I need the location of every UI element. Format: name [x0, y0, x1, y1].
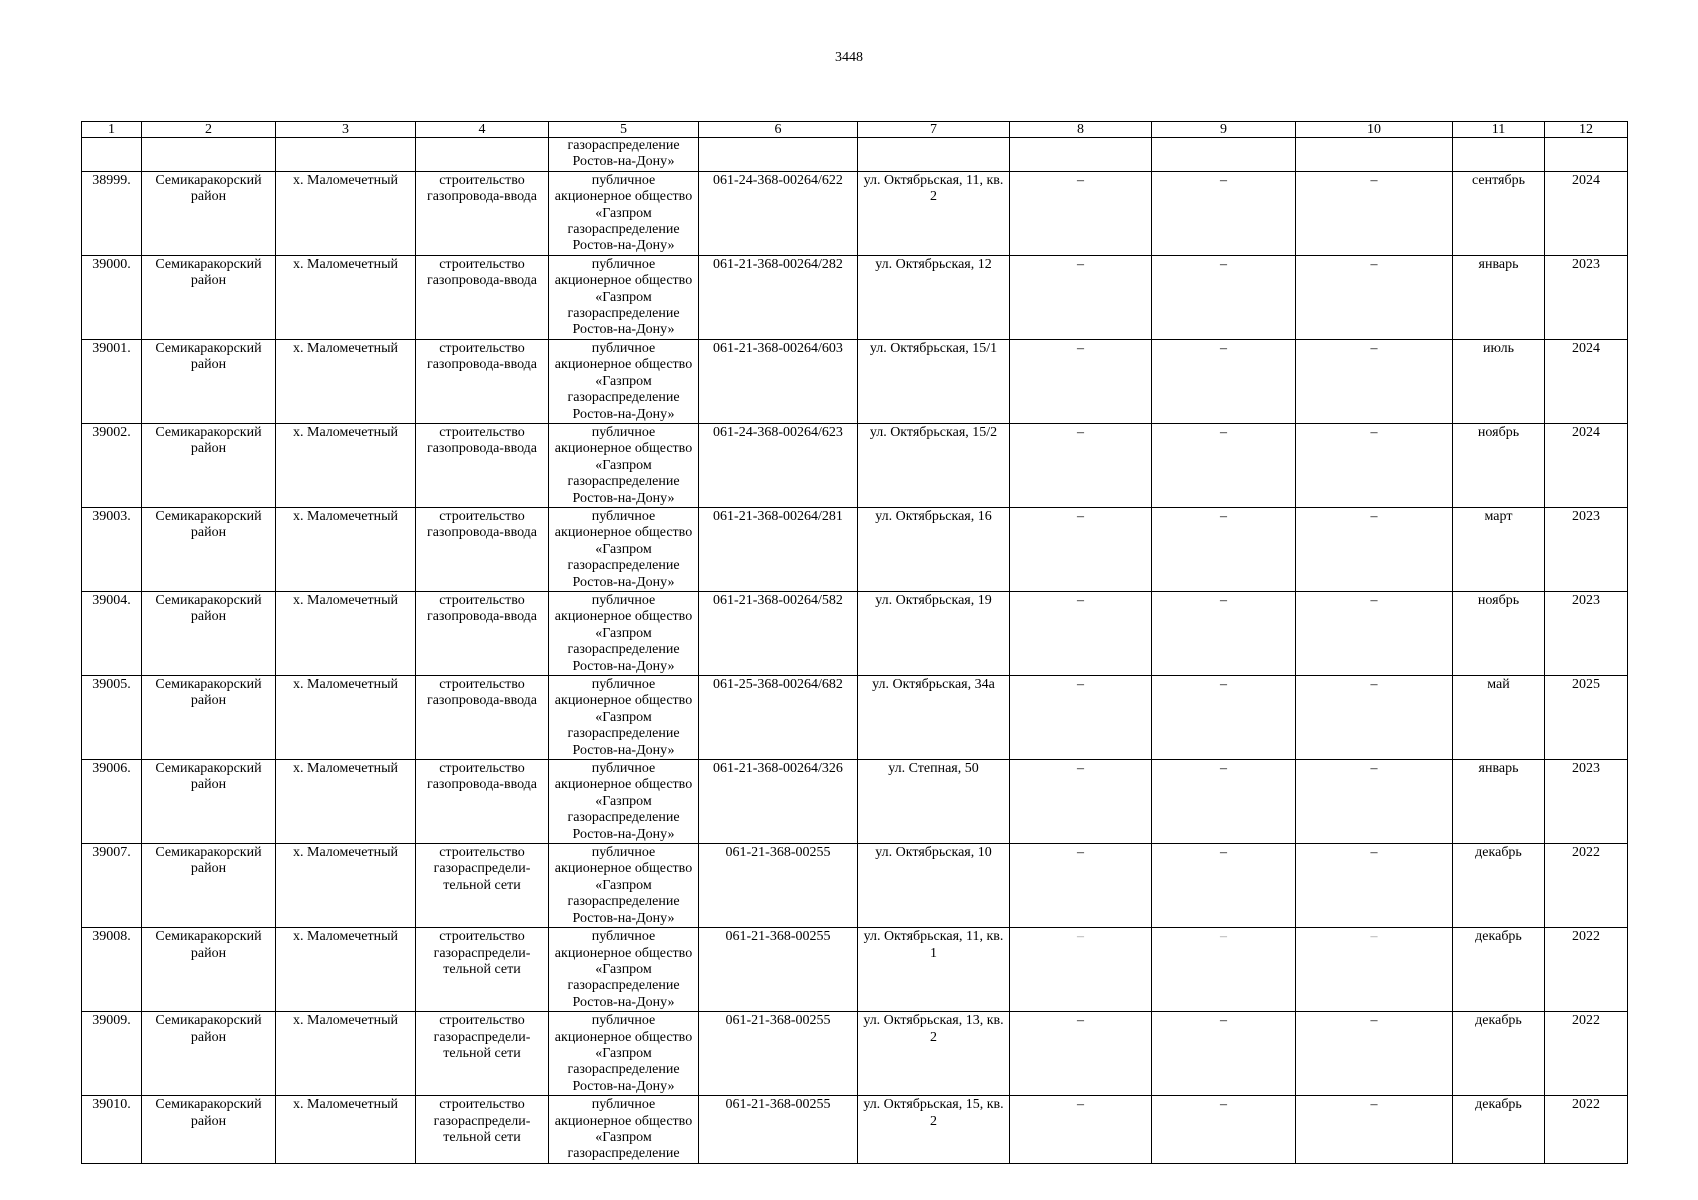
work-type-cell: строительство газопровода-ввода	[416, 339, 549, 423]
row-number-cell: 39000.	[82, 255, 142, 339]
col10-cell: –	[1296, 676, 1453, 760]
month-cell: ноябрь	[1453, 591, 1545, 675]
col8-cell: –	[1010, 339, 1152, 423]
settlement-cell: х. Маломечетный	[276, 423, 416, 507]
org-cell: газораспределение Ростов-на-Дону»	[549, 138, 699, 172]
month-cell: июль	[1453, 339, 1545, 423]
code-cell: 061-21-368-00255	[699, 844, 858, 928]
month-cell: январь	[1453, 760, 1545, 844]
district-cell: Семикаракорский район	[142, 1012, 276, 1096]
col9-cell: –	[1152, 255, 1296, 339]
work-type-cell: строительство газопровода-ввода	[416, 591, 549, 675]
table-row	[82, 507, 1628, 591]
col10-cell: –	[1296, 339, 1453, 423]
row-number-cell: 39004.	[82, 591, 142, 675]
row-number-cell: 39006.	[82, 760, 142, 844]
code-cell: 061-21-368-00264/282	[699, 255, 858, 339]
month-cell: март	[1453, 507, 1545, 591]
work-type-cell: строительство газопровода-ввода	[416, 760, 549, 844]
settlement-cell: х. Маломечетный	[276, 1096, 416, 1164]
district-cell: Семикаракорский район	[142, 928, 276, 1012]
row-number-cell: 39005.	[82, 676, 142, 760]
district-cell: Семикаракорский район	[142, 507, 276, 591]
row-number-cell: 38999.	[82, 171, 142, 255]
col9-cell: –	[1152, 1012, 1296, 1096]
district-cell: Семикаракорский район	[142, 676, 276, 760]
column-header: 2	[142, 122, 276, 138]
year-cell: 2023	[1545, 591, 1628, 675]
year-cell: 2025	[1545, 676, 1628, 760]
district-cell: Семикаракорский район	[142, 844, 276, 928]
col10-cell: –	[1296, 760, 1453, 844]
column-header: 12	[1545, 122, 1628, 138]
year-cell: 2024	[1545, 339, 1628, 423]
table-row	[82, 171, 1628, 255]
year-cell: 2022	[1545, 844, 1628, 928]
settlement-cell: х. Маломечетный	[276, 676, 416, 760]
col10-cell: –	[1296, 423, 1453, 507]
org-cell: публичное акционерное общество «Газпром газораспределение Ростов-на-Дону»	[549, 1012, 699, 1096]
address-cell: ул. Октябрьская, 15/1	[858, 339, 1010, 423]
address-cell: ул. Октябрьская, 16	[858, 507, 1010, 591]
district-cell: Семикаракорский район	[142, 423, 276, 507]
col8-cell: –	[1010, 507, 1152, 591]
table-row	[82, 591, 1628, 675]
work-type-cell: строительство газопровода-ввода	[416, 255, 549, 339]
row-number-cell: 39009.	[82, 1012, 142, 1096]
code-cell: 061-24-368-00264/622	[699, 171, 858, 255]
org-cell: публичное акционерное общество «Газпром газораспределение Ростов-на-Дону»	[549, 591, 699, 675]
work-type-cell: строительство газопровода-ввода	[416, 507, 549, 591]
col8-cell: –	[1010, 171, 1152, 255]
year-cell: 2023	[1545, 507, 1628, 591]
work-type-cell: строительство газораспредели-тельной сети	[416, 928, 549, 1012]
district-cell: Семикаракорский район	[142, 339, 276, 423]
work-type-cell: строительство газораспредели-тельной сети	[416, 1012, 549, 1096]
column-header: 10	[1296, 122, 1453, 138]
table-row	[82, 255, 1628, 339]
col9-cell: –	[1152, 676, 1296, 760]
month-cell: ноябрь	[1453, 423, 1545, 507]
col8-cell: –	[1010, 591, 1152, 675]
col9-cell: –	[1152, 339, 1296, 423]
row-number-cell: 39008.	[82, 928, 142, 1012]
col8-cell: –	[1010, 928, 1152, 1012]
col10-cell: –	[1296, 844, 1453, 928]
table-row	[82, 844, 1628, 928]
address-cell: ул. Октябрьская, 10	[858, 844, 1010, 928]
col8-cell: –	[1010, 1012, 1152, 1096]
col10-cell: –	[1296, 928, 1453, 1012]
code-cell: 061-21-368-00255	[699, 928, 858, 1012]
continuation-row	[82, 138, 1628, 172]
column-header: 7	[858, 122, 1010, 138]
address-cell: ул. Октябрьская, 34а	[858, 676, 1010, 760]
year-cell: 2023	[1545, 255, 1628, 339]
year-cell: 2024	[1545, 171, 1628, 255]
code-cell: 061-21-368-00255	[699, 1012, 858, 1096]
month-cell: декабрь	[1453, 928, 1545, 1012]
month-cell: декабрь	[1453, 844, 1545, 928]
code-cell: 061-24-368-00264/623	[699, 423, 858, 507]
address-cell: ул. Октябрьская, 11, кв. 1	[858, 928, 1010, 1012]
col9-cell: –	[1152, 423, 1296, 507]
year-cell: 2022	[1545, 1012, 1628, 1096]
col9-cell: –	[1152, 171, 1296, 255]
org-cell: публичное акционерное общество «Газпром газораспределение Ростов-на-Дону»	[549, 676, 699, 760]
col9-cell: –	[1152, 844, 1296, 928]
org-cell: публичное акционерное общество «Газпром газораспределение Ростов-на-Дону»	[549, 171, 699, 255]
district-cell: Семикаракорский район	[142, 171, 276, 255]
district-cell: Семикаракорский район	[142, 760, 276, 844]
col8-cell: –	[1010, 844, 1152, 928]
col8-cell: –	[1010, 423, 1152, 507]
header-row	[82, 122, 1628, 138]
col10-cell: –	[1296, 1012, 1453, 1096]
year-cell: 2022	[1545, 1096, 1628, 1164]
column-header: 6	[699, 122, 858, 138]
code-cell: 061-21-368-00264/281	[699, 507, 858, 591]
org-cell: публичное акционерное общество «Газпром газораспределение Ростов-на-Дону»	[549, 339, 699, 423]
col10-cell: –	[1296, 171, 1453, 255]
column-header: 8	[1010, 122, 1152, 138]
settlement-cell: х. Маломечетный	[276, 760, 416, 844]
col9-cell: –	[1152, 760, 1296, 844]
col8-cell: –	[1010, 1096, 1152, 1164]
address-cell: ул. Октябрьская, 15, кв. 2	[858, 1096, 1010, 1164]
org-cell: публичное акционерное общество «Газпром газораспределение Ростов-на-Дону»	[549, 423, 699, 507]
work-type-cell: строительство газопровода-ввода	[416, 423, 549, 507]
address-cell: ул. Октябрьская, 11, кв. 2	[858, 171, 1010, 255]
org-cell: публичное акционерное общество «Газпром газораспределение Ростов-на-Дону»	[549, 844, 699, 928]
address-cell: ул. Степная, 50	[858, 760, 1010, 844]
settlement-cell: х. Маломечетный	[276, 339, 416, 423]
table-row	[82, 760, 1628, 844]
month-cell: май	[1453, 676, 1545, 760]
org-cell: публичное акционерное общество «Газпром газораспределение	[549, 1096, 699, 1164]
settlement-cell: х. Маломечетный	[276, 928, 416, 1012]
code-cell: 061-21-368-00264/603	[699, 339, 858, 423]
work-type-cell: строительство газопровода-ввода	[416, 676, 549, 760]
work-type-cell: строительство газораспредели-тельной сети	[416, 1096, 549, 1164]
row-number-cell: 39007.	[82, 844, 142, 928]
table-row	[82, 339, 1628, 423]
settlement-cell: х. Маломечетный	[276, 1012, 416, 1096]
column-header: 4	[416, 122, 549, 138]
code-cell: 061-21-368-00264/326	[699, 760, 858, 844]
table-row	[82, 676, 1628, 760]
address-cell: ул. Октябрьская, 13, кв. 2	[858, 1012, 1010, 1096]
col10-cell: –	[1296, 591, 1453, 675]
org-cell: публичное акционерное общество «Газпром газораспределение Ростов-на-Дону»	[549, 507, 699, 591]
address-cell: ул. Октябрьская, 19	[858, 591, 1010, 675]
year-cell: 2023	[1545, 760, 1628, 844]
column-header: 3	[276, 122, 416, 138]
col9-cell: –	[1152, 928, 1296, 1012]
row-number-cell: 39002.	[82, 423, 142, 507]
table-row	[82, 928, 1628, 1012]
org-cell: публичное акционерное общество «Газпром газораспределение Ростов-на-Дону»	[549, 760, 699, 844]
work-type-cell: строительство газопровода-ввода	[416, 171, 549, 255]
work-type-cell: строительство газораспредели-тельной сети	[416, 844, 549, 928]
year-cell: 2024	[1545, 423, 1628, 507]
row-number-cell: 39001.	[82, 339, 142, 423]
col9-cell: –	[1152, 1096, 1296, 1164]
month-cell: декабрь	[1453, 1096, 1545, 1164]
code-cell: 061-21-368-00264/582	[699, 591, 858, 675]
col9-cell: –	[1152, 507, 1296, 591]
column-header: 11	[1453, 122, 1545, 138]
row-number-cell: 39010.	[82, 1096, 142, 1164]
table-row	[82, 1096, 1628, 1164]
settlement-cell: х. Маломечетный	[276, 507, 416, 591]
col10-cell: –	[1296, 507, 1453, 591]
col8-cell: –	[1010, 255, 1152, 339]
page-number: 3448	[835, 50, 863, 65]
district-cell: Семикаракорский район	[142, 1096, 276, 1164]
col10-cell: –	[1296, 1096, 1453, 1164]
column-header: 9	[1152, 122, 1296, 138]
settlement-cell: х. Маломечетный	[276, 844, 416, 928]
month-cell: январь	[1453, 255, 1545, 339]
row-number-cell: 39003.	[82, 507, 142, 591]
table-row	[82, 423, 1628, 507]
district-cell: Семикаракорский район	[142, 591, 276, 675]
col8-cell: –	[1010, 760, 1152, 844]
code-cell: 061-21-368-00255	[699, 1096, 858, 1164]
settlement-cell: х. Маломечетный	[276, 171, 416, 255]
org-cell: публичное акционерное общество «Газпром газораспределение Ростов-на-Дону»	[549, 928, 699, 1012]
org-cell: публичное акционерное общество «Газпром газораспределение Ростов-на-Дону»	[549, 255, 699, 339]
col9-cell: –	[1152, 591, 1296, 675]
address-cell: ул. Октябрьская, 12	[858, 255, 1010, 339]
data-table	[81, 121, 1628, 1164]
column-header: 1	[82, 122, 142, 138]
month-cell: сентябрь	[1453, 171, 1545, 255]
col8-cell: –	[1010, 676, 1152, 760]
district-cell: Семикаракорский район	[142, 255, 276, 339]
table-row	[82, 1012, 1628, 1096]
settlement-cell: х. Маломечетный	[276, 591, 416, 675]
year-cell: 2022	[1545, 928, 1628, 1012]
month-cell: декабрь	[1453, 1012, 1545, 1096]
address-cell: ул. Октябрьская, 15/2	[858, 423, 1010, 507]
code-cell: 061-25-368-00264/682	[699, 676, 858, 760]
settlement-cell: х. Маломечетный	[276, 255, 416, 339]
col10-cell: –	[1296, 255, 1453, 339]
column-header: 5	[549, 122, 699, 138]
